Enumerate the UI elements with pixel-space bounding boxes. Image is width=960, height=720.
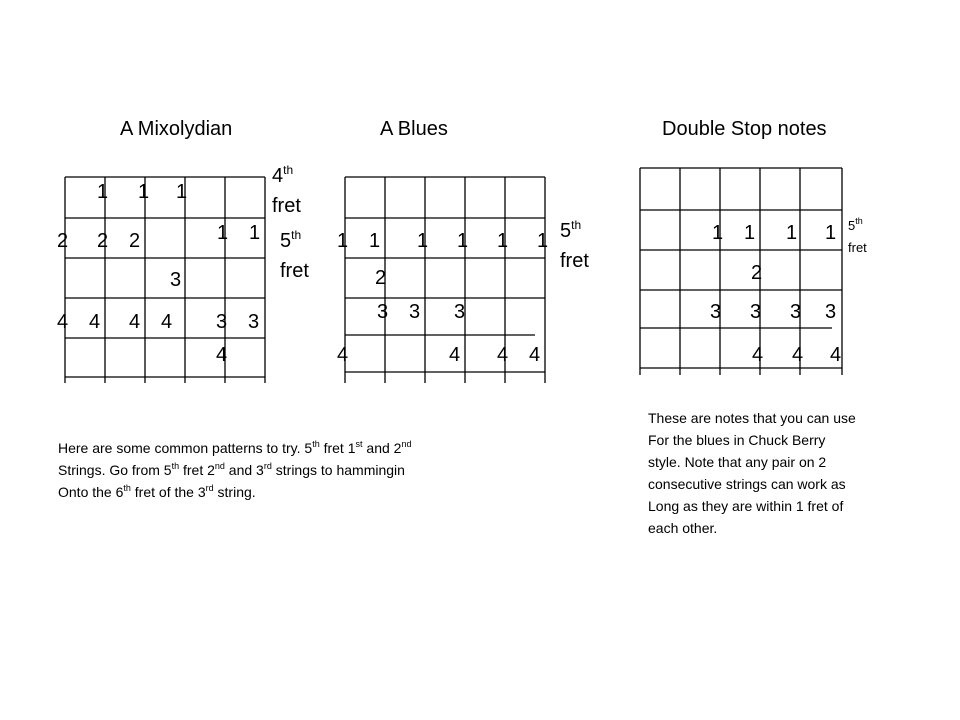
double-stop-note: 2 [751, 262, 763, 284]
double-stop-note: 1 [786, 222, 798, 244]
blues-note: 4 [497, 344, 509, 366]
double-stop-description: These are notes that you can use For the blues in Chuck Berry style. Note that any pair on 2 consecutive strings can work as Long as they are within 1 fret of each other. [648, 410, 856, 536]
blues-note: 1 [537, 230, 549, 252]
mixolydian-title: A Mixolydian [120, 118, 233, 140]
mixo-note: 1 [217, 222, 229, 244]
mixo-note: 1 [176, 181, 188, 203]
mixo-note: 4 [216, 344, 228, 366]
mixo-note: 4 [57, 311, 69, 333]
blues-note: 4 [337, 344, 349, 366]
blues-note: 3 [409, 301, 421, 323]
mixo-note: 2 [57, 230, 69, 252]
blues-note: 1 [457, 230, 469, 252]
mixo-note: 4 [89, 311, 101, 333]
double-stop-note: 1 [825, 222, 837, 244]
double-stop-note: 3 [710, 301, 722, 323]
double-stop-note: 1 [744, 222, 756, 244]
blues-title: A Blues [380, 118, 448, 140]
blues-note: 4 [449, 344, 461, 366]
blues-note: 2 [375, 267, 387, 289]
double-stop-note: 3 [790, 301, 802, 323]
double-stop-note: 3 [825, 301, 837, 323]
blues-5th-fret-label: 5th fret [560, 218, 589, 272]
mixolydian-grid [65, 177, 265, 383]
mixo-note: 1 [138, 181, 150, 203]
blues-note: 1 [497, 230, 509, 252]
double-stop-note: 4 [752, 344, 764, 366]
mixo-5th-fret-label: 5th fret [280, 228, 309, 282]
blues-note: 4 [529, 344, 541, 366]
mixo-note: 3 [170, 269, 182, 291]
blues-note: 1 [337, 230, 349, 252]
double-stop-note: 4 [792, 344, 804, 366]
mixo-note: 2 [97, 230, 109, 252]
mixo-note: 1 [249, 222, 261, 244]
mixo-note: 4 [129, 311, 141, 333]
double-stop-5th-fret-label: 5th fret [848, 216, 867, 255]
patterns-description: Here are some common patterns to try. 5th fret 1st and 2nd Strings. Go from 5th fret 2nd and 3rd strings to hammingin Onto the 6th fret of the 3rd string. [58, 439, 412, 500]
double-stop-note: 4 [830, 344, 842, 366]
blues-note: 1 [417, 230, 429, 252]
mixo-4th-fret-label: 4th fret [272, 163, 301, 217]
blues-note: 3 [454, 301, 466, 323]
mixo-note: 4 [161, 311, 173, 333]
double-stop-grid [640, 168, 842, 375]
blues-note: 3 [377, 301, 389, 323]
double-stop-note: 1 [712, 222, 724, 244]
mixo-note: 2 [129, 230, 141, 252]
mixo-note: 1 [97, 181, 109, 203]
double-stop-note: 3 [750, 301, 762, 323]
double-stop-title: Double Stop notes [662, 118, 827, 140]
mixo-note: 3 [216, 311, 228, 333]
mixo-note: 3 [248, 311, 260, 333]
blues-note: 1 [369, 230, 381, 252]
